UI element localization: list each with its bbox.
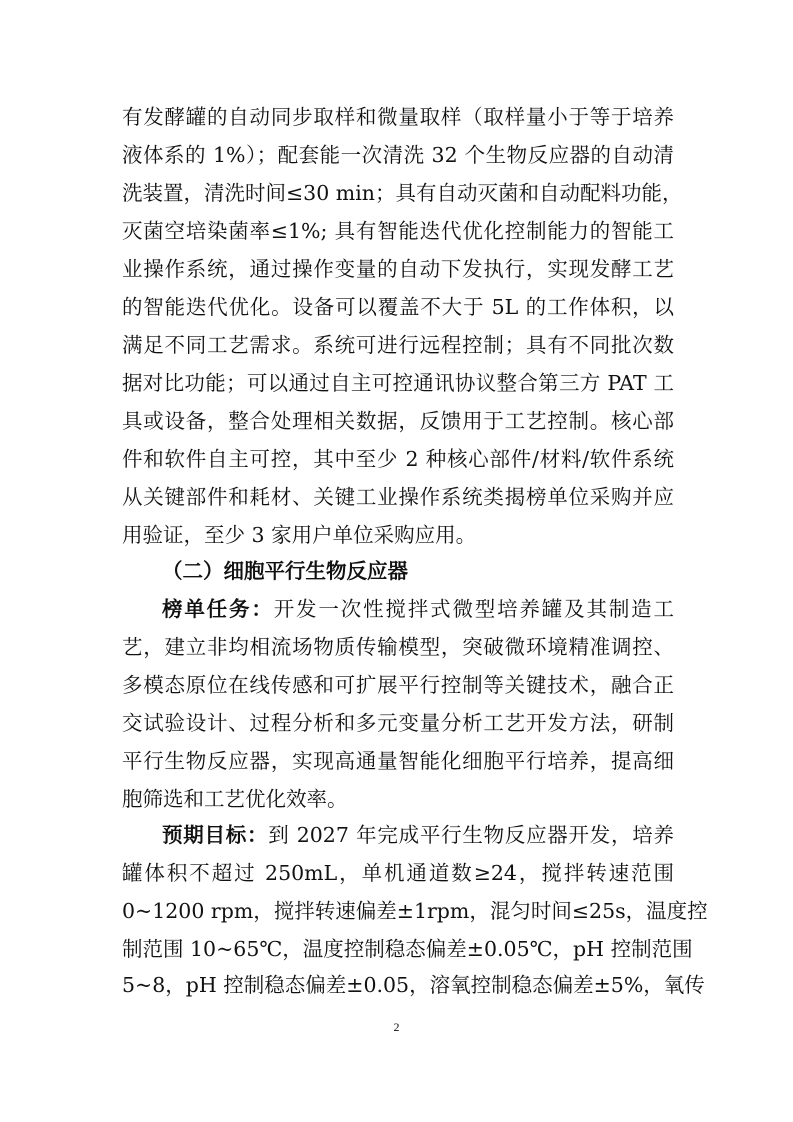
section-heading: （二）细胞平行生物反应器 <box>162 559 408 583</box>
paragraph-line: 胞筛选和工艺优化效率。 <box>122 787 348 811</box>
task-first-line <box>162 594 674 624</box>
paragraph-line: 满足不同工艺需求。系统可进行远程控制；具有不同批次数 <box>122 333 674 357</box>
paragraph-line: 有发酵罐的自动同步取样和微量取样（取样量小于等于培养 <box>122 105 674 129</box>
paragraph-line: 的智能迭代优化。设备可以覆盖不大于 5L 的工作体积，以 <box>122 295 674 319</box>
paragraph-line: 液体系的 1%）；配套能一次清洗 32 个生物反应器的自动清 <box>122 143 674 167</box>
paragraph-line: 从关键部件和耗材、关键工业操作系统类揭榜单位采购并应 <box>122 485 674 509</box>
paragraph-line: 罐体积不超过 250mL，单机通道数≥24，搅拌转速范围 <box>122 861 674 885</box>
paragraph-line: 交试验设计、过程分析和多元变量分析工艺开发方法，研制 <box>122 711 674 735</box>
paragraph-line: 5~8，pH 控制稳态偏差±0.05，溶氧控制稳态偏差±5%，氧传 <box>122 973 705 997</box>
page-number: 2 <box>393 1020 400 1034</box>
paragraph-line: 艺，建立非均相流场物质传输模型，突破微环境精准调控、 <box>122 635 674 659</box>
task-label: 榜单任务： <box>162 597 274 621</box>
task-first-line-text: 开发一次性搅拌式微型培养罐及其制造工 <box>273 597 675 621</box>
paragraph-line: 具或设备，整合处理相关数据，反馈用于工艺控制。核心部 <box>122 409 674 433</box>
paragraph-line: 平行生物反应器，实现高通量智能化细胞平行培养，提高细 <box>122 749 674 773</box>
goal-first-line-text: 到 2027 年完成平行生物反应器开发，培养 <box>268 823 675 847</box>
paragraph-line: 多模态原位在线传感和可扩展平行控制等关键技术，融合正 <box>122 673 674 697</box>
paragraph-line: 据对比功能；可以通过自主可控通讯协议整合第三方 PAT 工 <box>122 371 674 395</box>
paragraph-line: 件和软件自主可控，其中至少 2 种核心部件/材料/软件系统 <box>122 447 674 471</box>
goal-label: 预期目标： <box>162 823 269 847</box>
goal-first-line <box>162 820 674 850</box>
paragraph-line: 洗装置，清洗时间≤30 min；具有自动灭菌和自动配料功能， <box>122 181 683 205</box>
paragraph-line: 业操作系统，通过操作变量的自动下发执行，实现发酵工艺 <box>122 257 674 281</box>
paragraph-line: 灭菌空培染菌率≤1%; 具有智能迭代优化控制能力的智能工 <box>122 219 674 243</box>
paragraph-line: 0~1200 rpm，搅拌转速偏差±1rpm，混匀时间≤25s，温度控 <box>122 899 708 923</box>
paragraph-line: 用验证，至少 3 家用户单位采购应用。 <box>122 523 477 547</box>
paragraph-line: 制范围 10~65℃，温度控制稳态偏差±0.05℃，pH 控制范围 <box>122 937 693 961</box>
